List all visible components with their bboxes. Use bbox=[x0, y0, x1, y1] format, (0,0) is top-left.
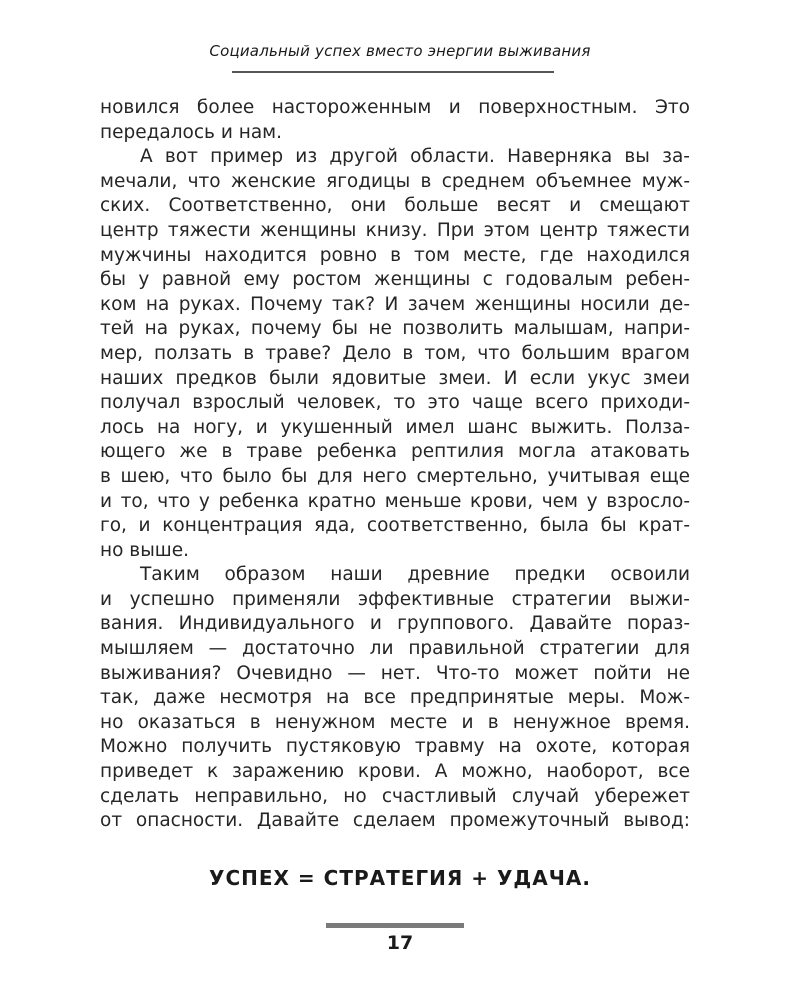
text-line: центр тяжести женщины книзу. При этом центр тяжести bbox=[100, 219, 690, 241]
text-line: и то, что у ребенка кратно меньше крови, чем у взросло- bbox=[100, 490, 690, 512]
text-line: так, даже несмотря на все предпринятые меры. Мож- bbox=[100, 687, 690, 709]
text-line: тей на руках, почему бы не позволить малышам, напри- bbox=[100, 318, 690, 340]
text-line: от опасности. Давайте сделаем промежуточный вывод: bbox=[100, 810, 690, 832]
text-line: мышляем — достаточно ли правильной стратегии для bbox=[100, 638, 690, 660]
text-line: вания. Индивидуального и группового. Давайте пораз- bbox=[100, 613, 690, 635]
text-line: и успешно применяли эффективные стратегии выжи- bbox=[100, 588, 690, 610]
text-line: новился более настороженным и поверхностным. Это bbox=[100, 97, 690, 118]
text-line: мер, ползать в траве? Дело в том, что большим врагом bbox=[100, 342, 690, 364]
text-line: го, и концентрация яда, соответственно, была бы крат- bbox=[100, 515, 690, 537]
text-line: получал взрослый человек, то это чаще всего приходи- bbox=[100, 392, 690, 414]
text-line: сделать неправильно, но счастливый случай убережет bbox=[100, 785, 690, 807]
text-line: передалось и нам. bbox=[100, 121, 283, 143]
text-line: бы у равной ему ростом женщины с годовалым ребен- bbox=[100, 269, 690, 291]
running-header: Социальный успех вместо энергии выживания bbox=[209, 42, 591, 60]
text-line: приведет к заражению крови. А можно, наоборот, все bbox=[100, 761, 690, 783]
text-line: ющего же в траве ребенка рептилия могла атаковать bbox=[100, 441, 690, 463]
header-divider bbox=[232, 71, 554, 73]
text-line: лось на ногу, и укушенный имел шанс выжить. Полза- bbox=[100, 416, 690, 438]
body-text bbox=[100, 96, 690, 834]
text-line: наших предков были ядовитые змеи. И если укус змеи bbox=[100, 367, 690, 389]
text-line: но выше. bbox=[100, 539, 189, 561]
text-line: в шею, что было бы для него смертельно, учитывая еще bbox=[100, 465, 690, 487]
text-line: мечали, что женские ягодицы в среднем объемнее муж- bbox=[100, 170, 690, 192]
text-line: мужчины находится ровно в том месте, где находился bbox=[100, 244, 690, 266]
text-line: выживания? Очевидно — нет. Что-то может пойти не bbox=[100, 662, 690, 684]
page-number: 17 bbox=[386, 932, 414, 954]
text-line: А вот пример из другой области. Наверняка вы за- bbox=[140, 146, 690, 168]
text-line: Таким образом наши древние предки освоили bbox=[140, 564, 690, 586]
text-line: Можно получить пустяковую травму на охоте, которая bbox=[100, 736, 690, 758]
text-line: ских. Соответственно, они больше весят и смещают bbox=[100, 195, 690, 217]
text-line: но оказаться в ненужном месте и в ненужное время. bbox=[100, 711, 690, 733]
text-line: ком на руках. Почему так? И зачем женщины носили де- bbox=[100, 293, 690, 315]
success-formula: УСПЕХ = СТРАТЕГИЯ + УДАЧА. bbox=[209, 866, 591, 890]
footer-divider bbox=[326, 923, 464, 928]
